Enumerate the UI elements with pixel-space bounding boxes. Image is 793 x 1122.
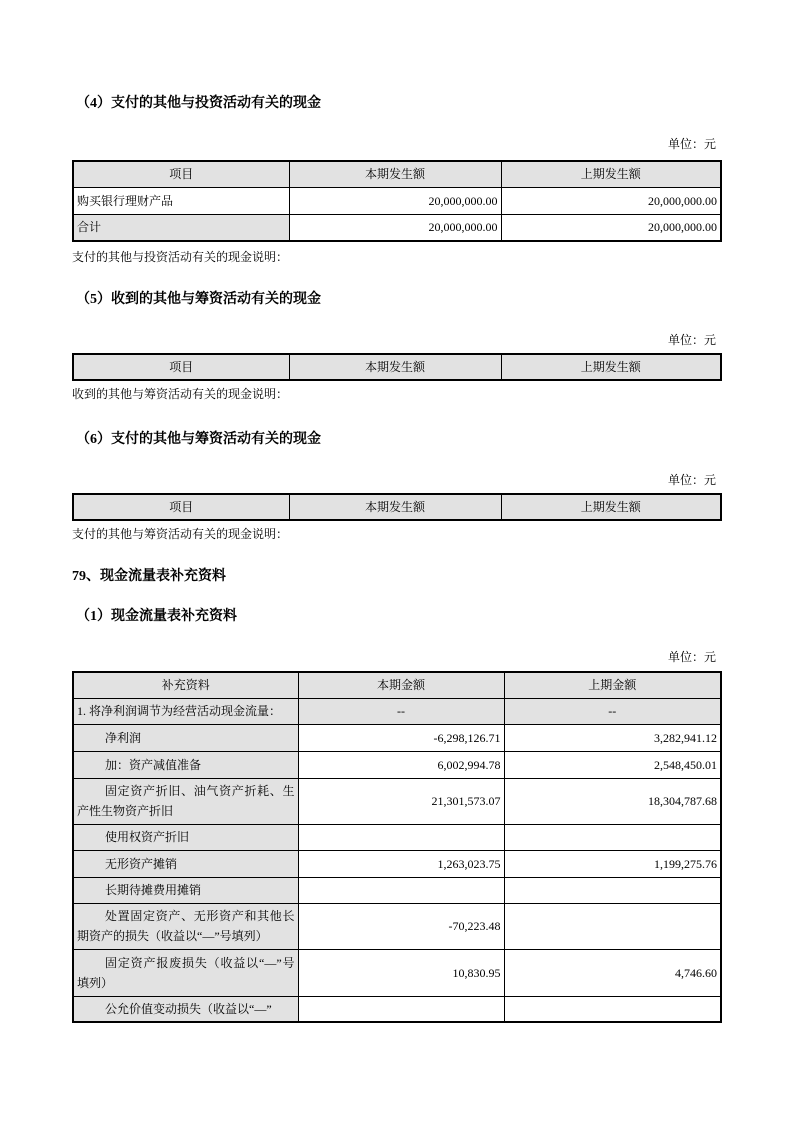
current-amount-cell: [298, 877, 504, 903]
prior-amount-cell: 1,199,275.76: [504, 850, 721, 877]
table-row-longterm-amort: [73, 877, 721, 903]
item-cell: 合计: [73, 214, 289, 241]
current-amount-cell: -70,223.48: [298, 903, 504, 949]
item-cell: 净利润: [73, 724, 298, 751]
item-cell: 无形资产摊销: [73, 850, 298, 877]
current-amount-cell: [298, 824, 504, 850]
section-heading-5: （5）收到的其他与筹资活动有关的现金: [76, 292, 321, 307]
table-row-depreciation: [73, 778, 721, 824]
table-supplement: [72, 671, 722, 1023]
column-header-current: 本期金额: [298, 672, 504, 698]
prior-amount-cell: [504, 877, 721, 903]
column-header-item: 项目: [73, 494, 289, 520]
table-header-row: [73, 354, 721, 380]
prior-amount-cell: 2,548,450.01: [504, 751, 721, 778]
item-cell: 固定资产报废损失（收益以“—”号填列）: [73, 949, 298, 996]
table-header-row: [73, 161, 721, 187]
current-amount-cell: [298, 996, 504, 1022]
current-amount-cell: 21,301,573.07: [298, 778, 504, 824]
item-cell: 处置固定资产、无形资产和其他长期资产的损失（收益以“—”号填列）: [73, 903, 298, 949]
current-amount-cell: 20,000,000.00: [289, 214, 501, 241]
table-financing-pay: [72, 493, 722, 521]
table-header-row: [73, 494, 721, 520]
table-row-net-profit: [73, 724, 721, 751]
item-cell: 使用权资产折旧: [73, 824, 298, 850]
table-invest-pay: [72, 160, 722, 242]
column-header-prior: 上期发生额: [501, 161, 721, 187]
column-header-current: 本期发生额: [289, 354, 501, 380]
column-header-item: 项目: [73, 161, 289, 187]
table-row-disposal-loss: [73, 903, 721, 949]
table-row-impairment: [73, 751, 721, 778]
table-row-intangible-amort: [73, 850, 721, 877]
table-row-rou-depreciation: [73, 824, 721, 850]
prior-amount-cell: 20,000,000.00: [501, 214, 721, 241]
item-cell: 固定资产折旧、油气资产折耗、生产性生物资产折旧: [73, 778, 298, 824]
table-financing-recv: [72, 353, 722, 381]
item-cell: 长期待摊费用摊销: [73, 877, 298, 903]
current-amount-cell: 6,002,994.78: [298, 751, 504, 778]
note-financing-recv: 收到的其他与筹资活动有关的现金说明：: [72, 387, 289, 401]
prior-amount-cell: 4,746.60: [504, 949, 721, 996]
column-header-item: 项目: [73, 354, 289, 380]
item-cell: 购买银行理财产品: [73, 187, 289, 214]
prior-amount-cell: 20,000,000.00: [501, 187, 721, 214]
item-cell: 1. 将净利润调节为经营活动现金流量：: [73, 698, 298, 724]
section-heading-79: 79、现金流量表补充资料: [72, 569, 226, 584]
note-financing-pay: 支付的其他与筹资活动有关的现金说明：: [72, 527, 289, 541]
page-content: [72, 0, 721, 1023]
table-row-total: [73, 214, 721, 241]
unit-label-4: 单位：元: [667, 650, 716, 664]
table-row-scrap-loss: [73, 949, 721, 996]
current-amount-cell: -6,298,126.71: [298, 724, 504, 751]
current-amount-cell: --: [298, 698, 504, 724]
prior-amount-cell: --: [504, 698, 721, 724]
prior-amount-cell: [504, 903, 721, 949]
prior-amount-cell: 18,304,787.68: [504, 778, 721, 824]
item-cell: 公允价值变动损失（收益以“—”: [73, 996, 298, 1022]
section-heading-79-1: （1）现金流量表补充资料: [76, 609, 237, 624]
current-amount-cell: 10,830.95: [298, 949, 504, 996]
note-invest-pay: 支付的其他与投资活动有关的现金说明：: [72, 250, 289, 264]
section-heading-4: （4）支付的其他与投资活动有关的现金: [76, 96, 321, 111]
table-row-adjust-title: [73, 698, 721, 724]
current-amount-cell: 20,000,000.00: [289, 187, 501, 214]
unit-label-2: 单位：元: [667, 333, 716, 347]
prior-amount-cell: 3,282,941.12: [504, 724, 721, 751]
section-heading-6: （6）支付的其他与筹资活动有关的现金: [76, 432, 321, 447]
column-header-current: 本期发生额: [289, 161, 501, 187]
unit-label-3: 单位：元: [667, 473, 716, 487]
item-cell: 加：资产减值准备: [73, 751, 298, 778]
column-header-current: 本期发生额: [289, 494, 501, 520]
table-row-fair-value-loss: [73, 996, 721, 1022]
unit-label-1: 单位：元: [667, 137, 716, 151]
prior-amount-cell: [504, 824, 721, 850]
current-amount-cell: 1,263,023.75: [298, 850, 504, 877]
table-row: [73, 187, 721, 214]
prior-amount-cell: [504, 996, 721, 1022]
column-header-prior: 上期发生额: [501, 354, 721, 380]
table-header-row: [73, 672, 721, 698]
column-header-item: 补充资料: [73, 672, 298, 698]
column-header-prior: 上期发生额: [501, 494, 721, 520]
column-header-prior: 上期金额: [504, 672, 721, 698]
